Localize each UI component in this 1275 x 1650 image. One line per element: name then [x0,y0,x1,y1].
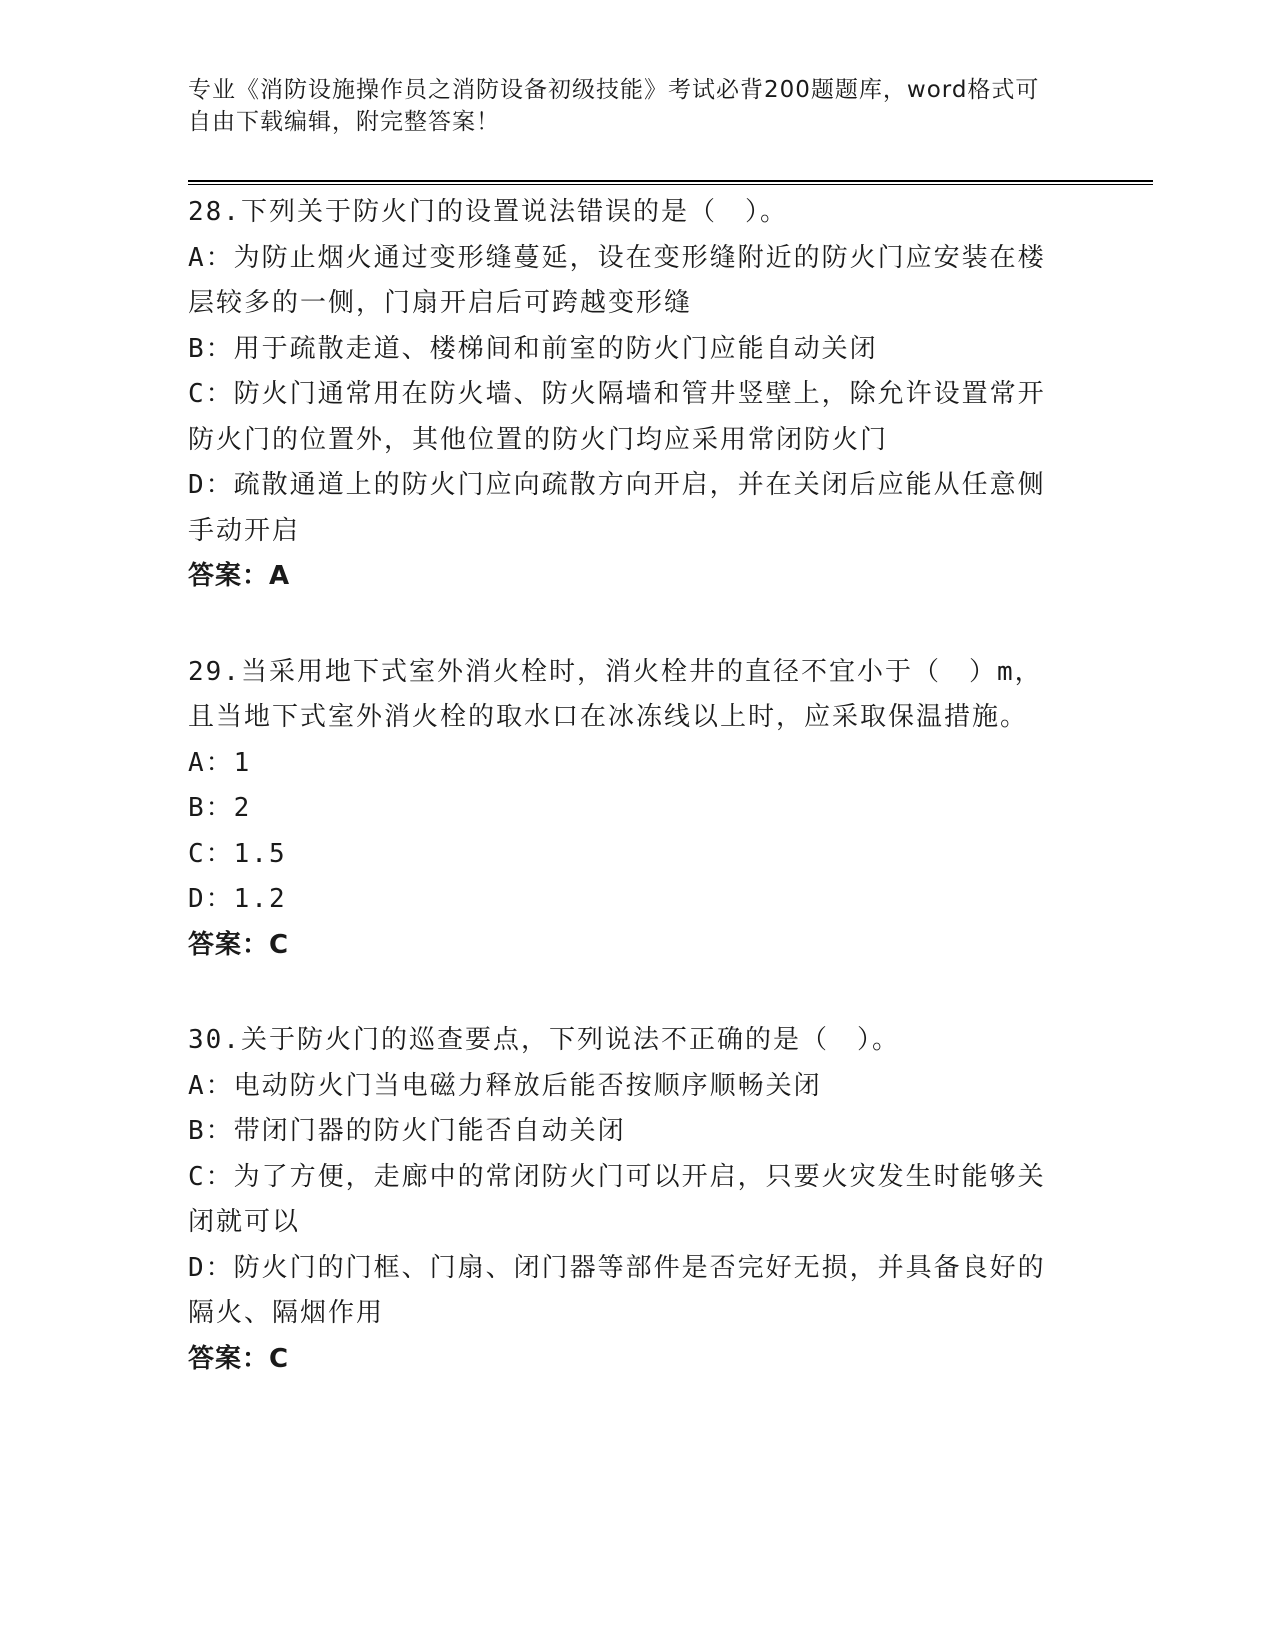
question-stem: 30.关于防火门的巡查要点，下列说法不正确的是（ ）。 [188,1025,900,1055]
option-c [188,1155,1088,1246]
option-d [188,1246,1088,1337]
option-text: B：用于疏散走道、楼梯间和前室的防火门应能自动关闭 [188,333,878,364]
document-header [188,74,1068,138]
option-a [188,236,1088,327]
header-line: 自由下载编辑，附完整答案！ [188,109,500,135]
option-d [188,463,1088,554]
header-divider [188,180,1153,182]
header-line: 专业《消防设施操作员之消防设备初级技能》考试必背200题题库，word格式可 [188,77,1040,103]
question-item [188,1018,1088,1382]
option-text: 闭就可以 [188,1207,301,1237]
option-text: 层较多的一侧，门扇开启后可跨越变形缝 [188,288,693,318]
answer-line: 答案：C [188,929,290,960]
option-text: 隔火、隔烟作用 [188,1298,385,1328]
option-a: A：1 [188,747,252,778]
option-c: C：1.5 [188,838,287,869]
option-text: 防火门的位置外，其他位置的防火门均应采用常闭防火门 [188,424,889,455]
header-divider [188,184,1153,185]
option-b [188,327,1088,373]
answer-line: 答案：C [188,1343,290,1374]
question-stem: 29.当采用地下式室外消火栓时，消火栓井的直径不宜小于（ ）m， [188,656,1043,687]
option-b: B：2 [188,793,252,823]
option-text: 手动开启 [188,515,301,546]
question-item [188,650,1088,969]
question-list [188,190,1088,1432]
option-b: B：带闭门器的防火门能否自动关闭 [188,1116,626,1146]
option-text: D：防火门的门框、门扇、闭门器等部件是否完好无损，并具备良好的 [188,1252,1046,1283]
question-item [188,190,1088,600]
option-c [188,372,1088,463]
option-text: C：防火门通常用在防火墙、防火隔墙和管井竖壁上，除允许设置常开 [188,379,1046,409]
option-a: A：电动防火门当电磁力释放后能否按顺序顺畅关闭 [188,1070,822,1101]
option-d: D：1.2 [188,884,287,914]
option-text: A：为防止烟火通过变形缝蔓延，设在变形缝附近的防火门应安装在楼 [188,242,1046,273]
answer-line: 答案：A [188,561,291,591]
question-stem: 且当地下式室外消火栓的取水口在冰冻线以上时，应采取保温措施。 [188,702,1029,732]
option-text: C：为了方便，走廊中的常闭防火门可以开启，只要火灾发生时能够关 [188,1161,1046,1192]
question-stem: 28.下列关于防火门的设置说法错误的是（ ）。 [188,197,788,227]
option-text: D：疏散通道上的防火门应向疏散方向开启，并在关闭后应能从任意侧 [188,470,1046,500]
